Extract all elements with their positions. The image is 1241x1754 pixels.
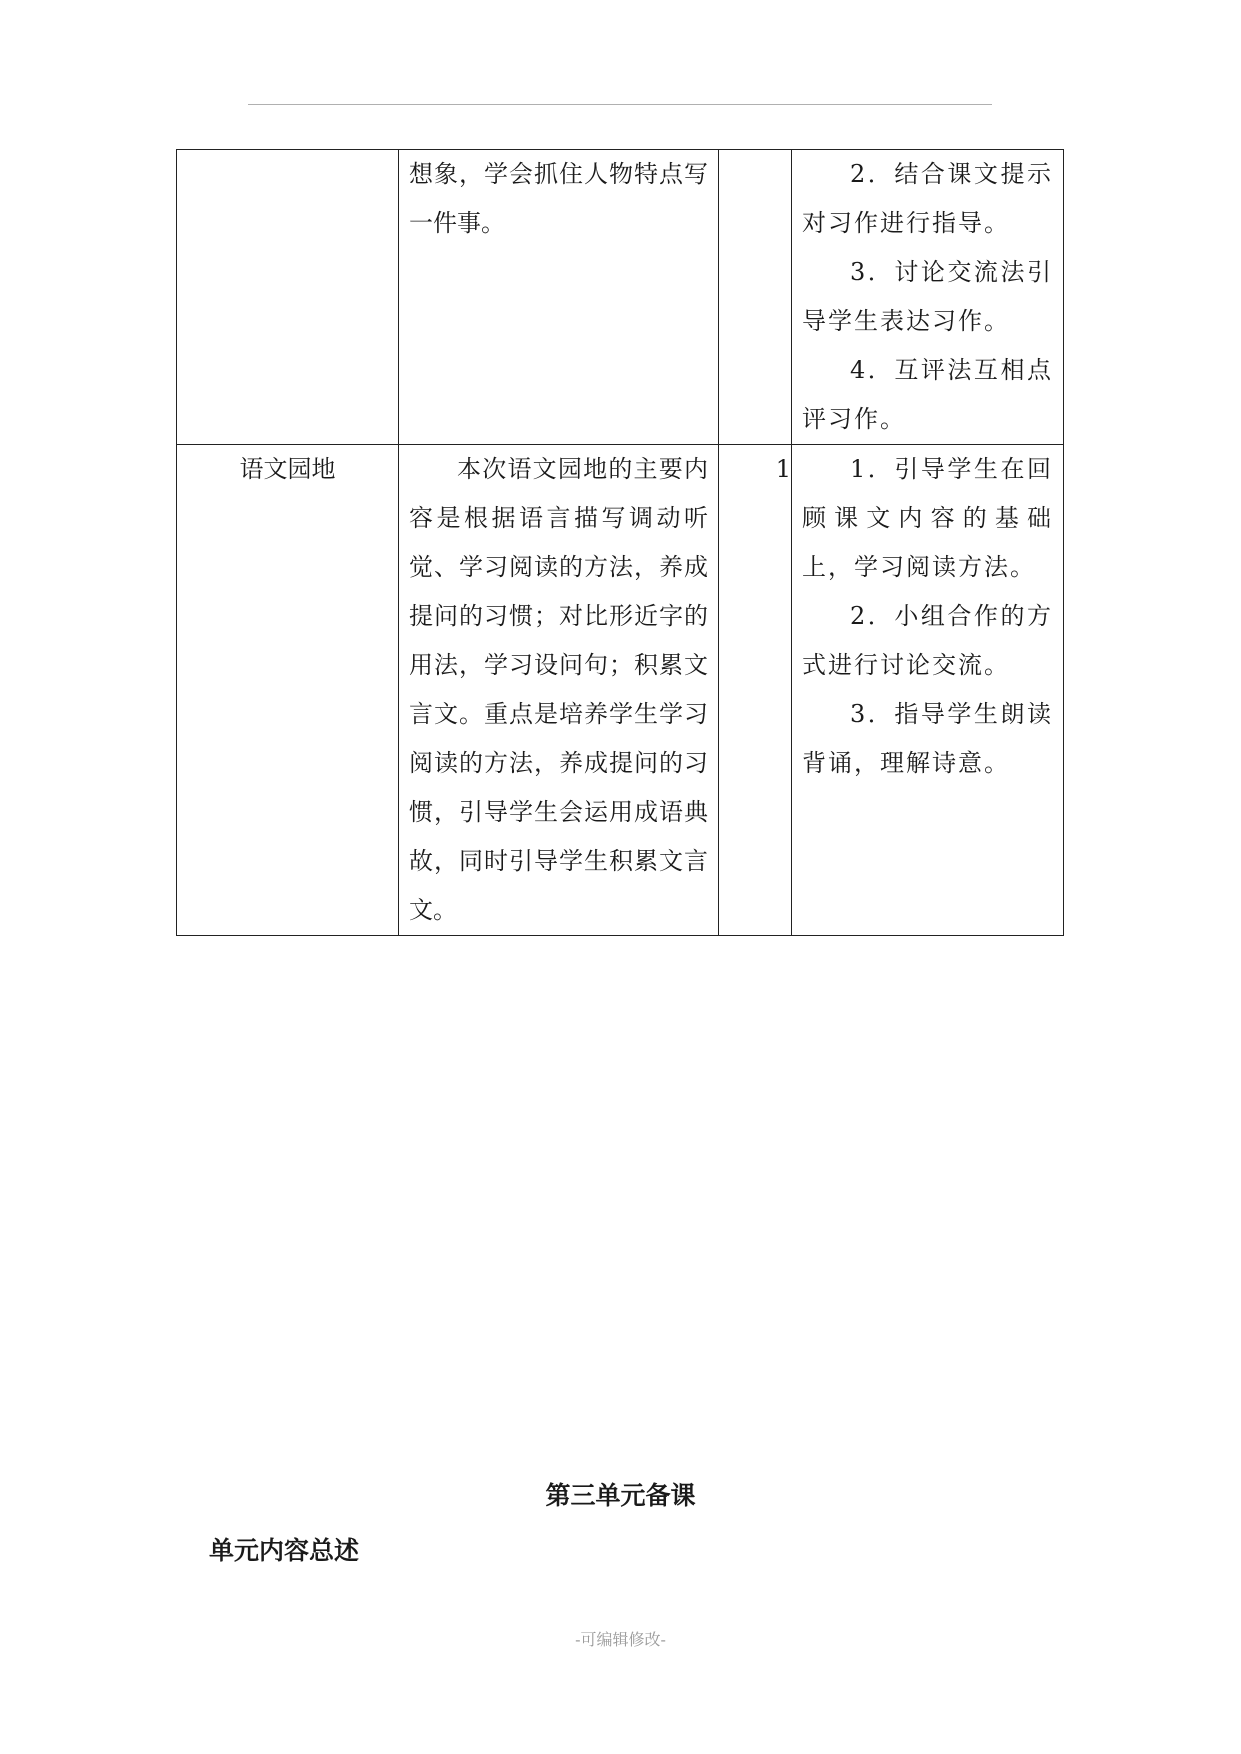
table-cell-methods	[792, 150, 1064, 445]
cell-paragraph: 想象，学会抓住人物特点写一件事。	[409, 160, 708, 237]
table-row	[177, 445, 1064, 936]
header-rule	[248, 104, 992, 105]
page-footer: -可编辑修改-	[575, 1630, 666, 1649]
cell-paragraph: 3．指导学生朗读背诵，理解诗意。	[802, 700, 1053, 777]
section-title: 第三单元备课	[545, 1481, 696, 1510]
table-row	[177, 150, 1064, 445]
table-cell-content	[399, 150, 719, 445]
cell-paragraph: 4．互评法互相点评习作。	[802, 356, 1053, 433]
cell-paragraph: 2．小组合作的方式进行讨论交流。	[802, 602, 1053, 679]
cell-paragraph: 1．引导学生在回顾课文内容的基础上，学习阅读方法。	[802, 455, 1053, 581]
cell-paragraph: 本次语文园地的主要内容是根据语言描写调动听觉、学习阅读的方法，养成提问的习惯；对比形近字的用法，学习设问句；积累文言文。重点是培养学生学习阅读的方法，养成提问的习惯，引导学生会运用成语典故，同时引导学生积累文言文。	[409, 455, 708, 924]
table-cell-methods	[792, 445, 1064, 936]
table-cell-content	[399, 445, 719, 936]
table-cell-unit	[177, 150, 399, 445]
lesson-plan-table	[176, 149, 1064, 936]
cell-paragraph: 2．结合课文提示对习作进行指导。	[802, 160, 1053, 237]
section-subtitle: 单元内容总述	[209, 1536, 360, 1565]
cell-paragraph: 3．讨论交流法引导学生表达习作。	[802, 258, 1053, 335]
table-cell-unit: 语文园地	[177, 445, 399, 936]
table-cell-hours	[719, 150, 792, 445]
table-cell-hours: 1	[719, 445, 792, 936]
